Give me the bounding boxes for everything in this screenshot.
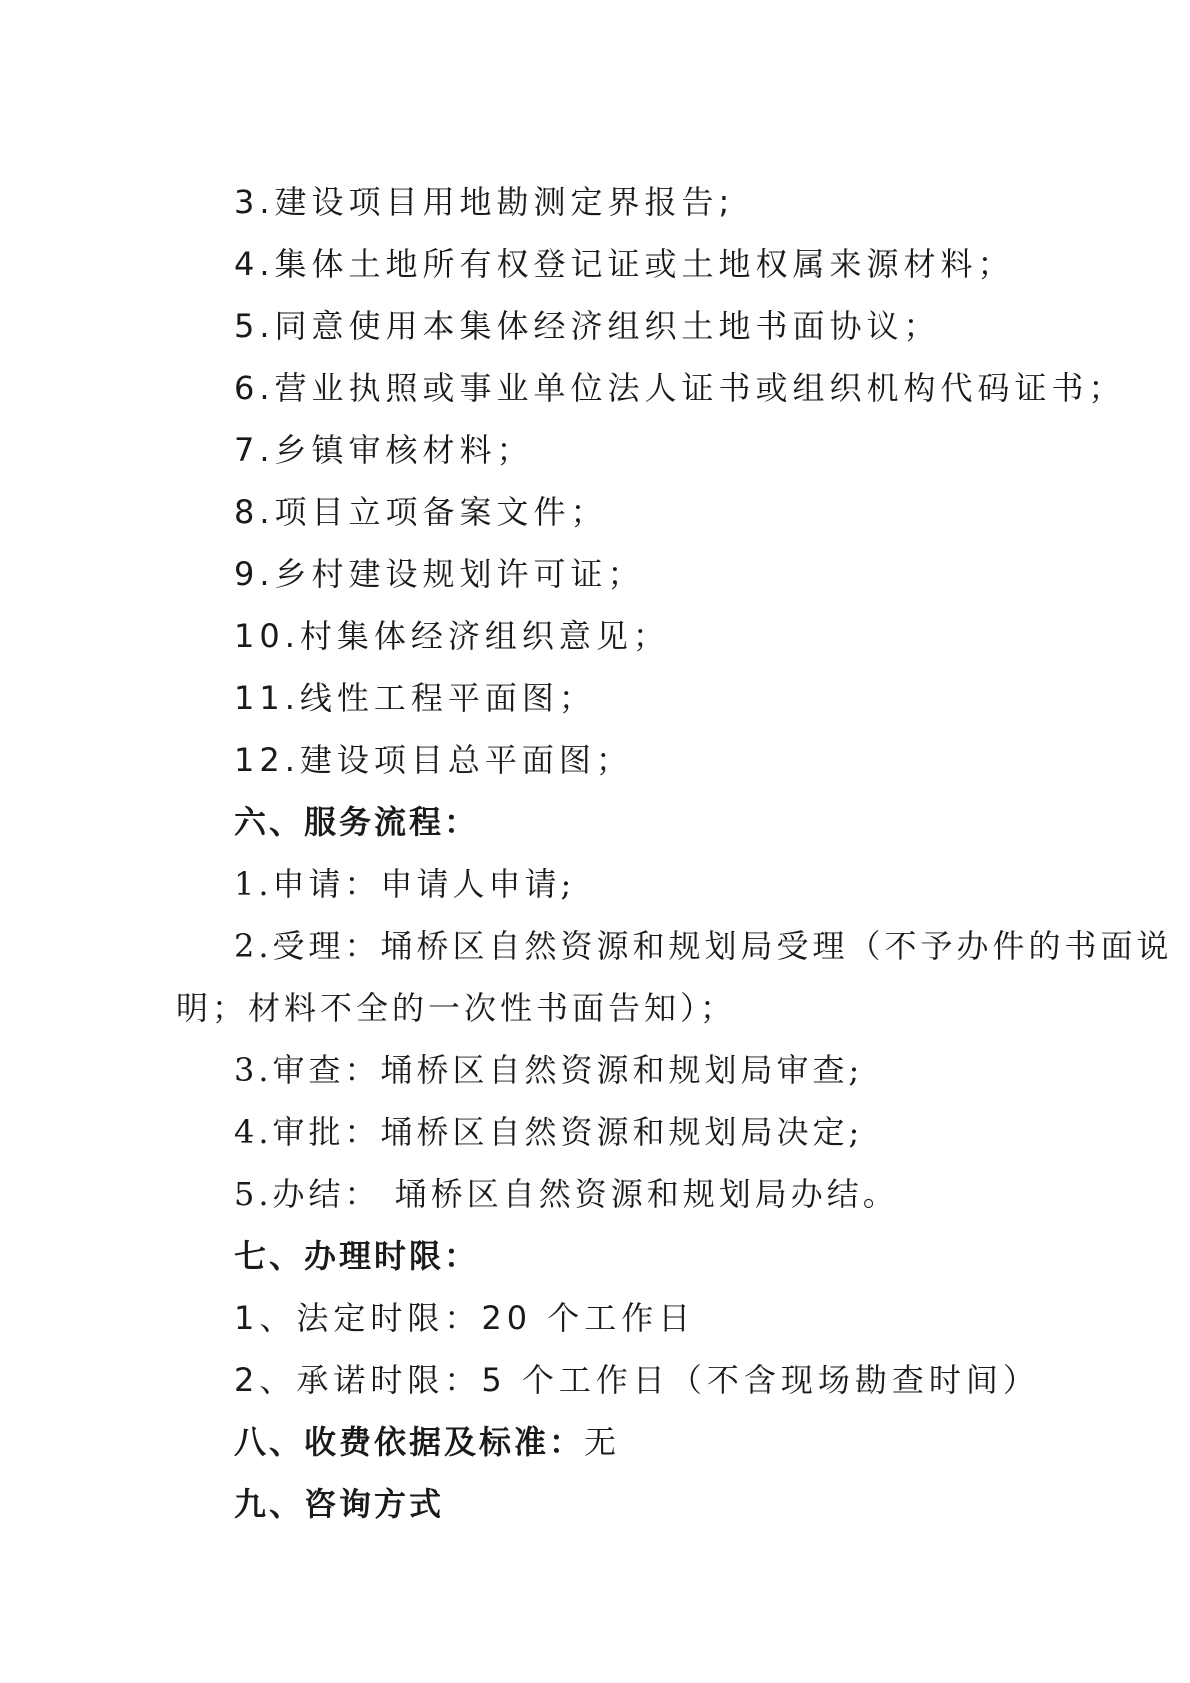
section-heading-fee: 八、收费依据及标准：	[234, 1423, 585, 1461]
time-limit-statutory: 1、法定时限：20 个工作日	[234, 1299, 696, 1337]
process-step-accept: 2.受理：埇桥区自然资源和规划局受理（不予办件的书面说	[234, 927, 1173, 965]
material-item-3: 3.建设项目用地勘测定界报告;	[234, 183, 735, 221]
section-heading-service-process: 六、服务流程：	[234, 803, 480, 841]
fee-value: 无	[584, 1423, 620, 1461]
process-step-accept-continued: 明；材料不全的一次性书面告知）；	[176, 989, 737, 1027]
material-item-5: 5.同意使用本集体经济组织土地书面协议；	[234, 307, 941, 345]
process-step-approve: 4.审批：埇桥区自然资源和规划局决定;	[234, 1113, 864, 1151]
process-step-review: 3.审查：埇桥区自然资源和规划局审查;	[234, 1051, 864, 1089]
time-limit-promised: 2、承诺时限：5 个工作日（不含现场勘查时间）	[234, 1361, 1040, 1399]
material-item-12: 12.建设项目总平面图；	[234, 741, 633, 779]
document-body	[176, 171, 1173, 1535]
process-step-apply: 1.申请：申请人申请;	[234, 865, 576, 903]
material-item-8: 8.项目立项备案文件；	[234, 493, 608, 531]
section-heading-consultation: 九、咨询方式	[234, 1485, 445, 1523]
material-item-10: 10.村集体经济组织意见；	[234, 617, 670, 655]
material-item-4: 4.集体土地所有权登记证或土地权属来源材料；	[234, 245, 1015, 283]
material-item-7: 7.乡镇审核材料；	[234, 431, 534, 469]
process-step-conclude: 5.办结： 埇桥区自然资源和规划局办结。	[234, 1175, 899, 1213]
material-item-9: 9.乡村建设规划许可证；	[234, 555, 645, 593]
material-item-6: 6.营业执照或事业单位法人证书或组织机构代码证书；	[234, 369, 1126, 407]
section-heading-time-limit: 七、办理时限：	[234, 1237, 480, 1275]
material-item-11: 11.线性工程平面图；	[234, 679, 596, 717]
section-fee	[176, 1411, 1066, 1473]
